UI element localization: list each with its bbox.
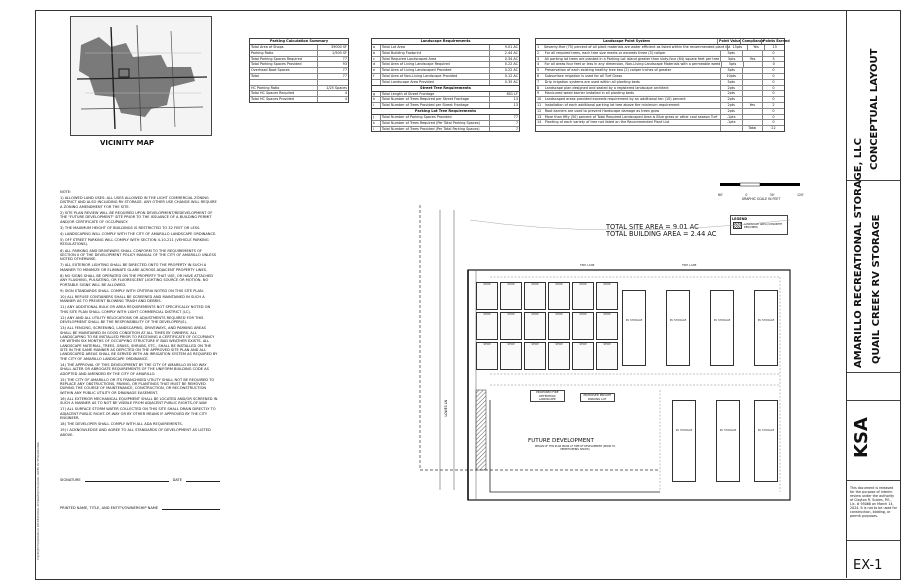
point-item-compliance: Total	[742, 126, 762, 131]
point-item-description: Installation of each additional parking lot tree above the minimum requirement	[544, 102, 680, 107]
requirement-label: Total Area of Living Landscaped Provided	[380, 68, 489, 73]
requirement-value: 13	[489, 97, 519, 102]
table-row	[250, 97, 348, 102]
road-label: LOWES LN	[444, 400, 448, 417]
point-item-description: Subsurface irrigation is used for all Turf Grass	[544, 73, 623, 78]
parking-item-label: Total Parking Spaces Required	[251, 56, 302, 61]
parking-item-label	[250, 80, 317, 85]
point-item-value	[720, 126, 742, 131]
requirement-label: Total Number of Parking Spaces Provided	[380, 115, 489, 120]
graphic-scale	[718, 174, 808, 201]
rv-storage-building: RV STORAGE	[672, 400, 696, 482]
point-item-compliance	[743, 62, 763, 67]
point-item-description: For all areas four feet or less in any dimension, Non-Living Landscape Materials with a permeable weed	[544, 62, 721, 67]
shop-building: SHOP	[476, 282, 498, 310]
parking-lot-tree-title: Parking Lot Tree Requirements	[372, 108, 519, 115]
point-item-value: 5pts	[720, 51, 742, 56]
parking-item-label: Parking Ratio	[251, 50, 274, 55]
parking-item-value: 1/500 SF	[317, 51, 348, 56]
point-item-compliance	[742, 86, 762, 91]
table-row	[372, 80, 519, 85]
requirement-key: j	[373, 114, 374, 119]
parking-summary-title: Parking Calculation Summary	[250, 39, 348, 45]
requirement-key: a	[373, 45, 376, 49]
shop-building: SHOP	[572, 312, 594, 340]
requirement-key: b	[373, 50, 376, 55]
requirement-value: 9.01 AC	[489, 45, 519, 50]
point-item-value: 2pts	[720, 109, 742, 114]
point-item-earned: 0	[762, 80, 784, 85]
note-item: 1) ALLOWED LAND USES: ALL USES ALLOWED IN THE LIGHT COMMERCIAL ZONING DISTRICT AND ALSO INCLUDING RV STORAGE. ANY OTHER USE CHANGE WILL REQUIRE A ZONING AMENDMENT FOR THE SITE.	[60, 196, 217, 209]
note-item: 17) ALL SURFACE STORM WATER COLLECTED ON THIS SITE SHALL DRAIN DIRECTLY TO ADJACENT PUBLIC RIGHT-OF-WAY OR BY OTHER MEANS IF APPROVED BY THE CITY ENGINEER.	[60, 407, 216, 421]
point-item-number: 12	[537, 108, 542, 113]
rv-storage-building: RV STORAGE	[710, 290, 734, 366]
signature-block	[60, 478, 220, 510]
requirement-value: 0.22 AC	[489, 68, 519, 73]
parking-item-label: Total HC Spaces Provided	[251, 97, 294, 102]
note-item: 9) SIGN STANDARDS SHALL COMPLY WITH CRITERIA NOTED ON THIS SITE PLAN.	[60, 288, 204, 293]
table-row	[372, 103, 519, 108]
point-item-value: 5pts	[720, 68, 742, 73]
printed-name-line[interactable]	[162, 509, 220, 510]
point-item-description: Planting of each variety of tree not listed on the Recommended Plant List	[544, 120, 670, 125]
point-item-number: 14	[537, 120, 542, 125]
point-item-compliance	[742, 51, 762, 56]
point-item-value: 2pts	[720, 86, 742, 91]
future-development-area	[500, 400, 650, 480]
requirement-label: Total Area of Living Landscape Required	[380, 62, 489, 67]
parking-item-value: 4	[317, 91, 348, 96]
parking-item-value: 77	[317, 68, 348, 73]
requirement-value: 13	[489, 103, 519, 108]
point-item-compliance	[742, 97, 762, 102]
parking-item-value	[317, 80, 348, 85]
note-item: 16) ALL EXTERIOR MECHANICAL EQUIPMENT SHALL BE LOCATED AND/OR SCREENED IN SUCH A MANNER AS TO NOT BE VISIBLE FROM ADJACENT PUBLIC RIGHTS-OF-WAY.	[60, 396, 218, 406]
requirement-label: Total Landscape Area Provided	[380, 80, 489, 85]
review-disclaimer: This document is released for the purpose of interim review under the authority of Clayton R. Scales, P.E., Lic. # 95068 on March 14, 2024. It is not to be used for construction, bidding, or permit purposes.	[850, 486, 897, 518]
note-item: 6) ALL PARKING AND DRIVEWAYS SHALL CONFORM TO THE REQUIREMENTS OF SECTION II OF THE DEVELOPMENT POLICY MANUAL OF THE CITY OF AMARILLO UNLESS NOTED OTHERWISE.	[60, 248, 217, 262]
point-item-description: Root barriers are used to prevent Hardscape damage as trees grow	[544, 108, 660, 113]
point-item-number: 5	[537, 68, 540, 73]
point-item-description: Preservation of each existing healthy tree two (2) caliper inches of greater	[544, 68, 672, 73]
shop-building: SHOP	[500, 342, 522, 370]
rv-storage-building: RV STORAGE	[666, 290, 690, 366]
point-item-number: 4	[537, 62, 540, 67]
scale-tick-3: 30'	[769, 193, 775, 197]
future-development-label: FUTURE DEVELOPMENT	[528, 438, 594, 444]
requirement-value: 0.34 AC	[489, 57, 519, 62]
rv-storage-building: RV STORAGE	[754, 290, 778, 366]
parking-item-value: 93	[317, 62, 348, 67]
note-item: 8) NO SIGNS SHALL BE OPERATED ON THE PROPERTY THAT USE, OR HAVE ATTACHED ANY FLASHING, PULSATING, OR FLUORESCENT LIGHTING SOURCE OR MOTION. NO PORTABLE SIGNS WILL BE ALLOWED.	[60, 273, 214, 287]
site-area-text: TOTAL SITE AREA = 9.01 AC	[606, 223, 699, 231]
requirement-value: 0.35 AC	[489, 80, 519, 85]
title-block	[846, 10, 900, 578]
requirement-key: f	[373, 73, 375, 78]
shop-building: SHOP	[596, 282, 618, 310]
signature-label: SIGNATURE	[60, 478, 81, 482]
requirement-label: Total Number of Trees Provided (Per Total Parking Spaces)	[380, 127, 489, 132]
scale-tick-2: 0	[745, 193, 748, 197]
point-item-earned: 0	[762, 115, 784, 120]
shop-building: SHOP	[572, 342, 594, 370]
project-subtitle: QUAIL CREEK RV STORAGE	[871, 214, 882, 364]
shop-building: SHOP	[524, 312, 546, 340]
point-item-compliance	[742, 115, 762, 120]
point-item-earned: 22	[762, 126, 784, 131]
requirement-key	[372, 80, 380, 85]
legend-title: LEGEND	[732, 217, 748, 221]
point-item-earned: 0	[762, 74, 784, 79]
point-item-earned: 0	[762, 86, 784, 91]
rv-storage-building: RV STORAGE	[754, 400, 778, 482]
requirement-key: g	[373, 91, 376, 96]
parking-item-value: 1/25 Spaces	[317, 86, 348, 91]
scale-tick-4: 120'	[797, 193, 804, 197]
proposed-lot-label: PROPOSED PRIVATE PARKING LOT	[580, 393, 615, 402]
point-system-title: Landscape Point System	[603, 39, 650, 43]
note-item: 4) LANDSCAPING WILL COMPLY WITH THE CITY OF AMARILLO LANDSCAPE ORDINANCE.	[60, 231, 217, 236]
point-item-value: 2pts	[720, 103, 742, 108]
shop-building: SHOP	[596, 342, 618, 370]
notes-heading: NOTE:	[60, 190, 72, 194]
point-item-compliance	[742, 109, 762, 114]
file-path-stamp: P:\\PROJECTS\\AMARILLO RECREATIONAL STORAGE\\CIVIL\\QUAIL CREEK RV STORAGE.DWG	[37, 441, 40, 560]
point-item-description: Seventy-five (75) percent of all plant materials are water efficient as listed within the recommended plant list	[543, 45, 731, 49]
parking-item-label: Total	[251, 73, 259, 78]
note-item: 7) ALL EXTERIOR LIGHTING SHALL BE DIRECTED ONTO THE PROPERTY IN SUCH A MANNER TO MINIMIZE OR ELIMINATE GLARE ACROSS ADJACENT PROPERTY LINES.	[60, 263, 208, 272]
shop-building: SHOP	[572, 282, 594, 310]
table-row	[372, 127, 519, 132]
point-item-earned: 0	[762, 97, 784, 102]
point-item-number: 9	[537, 91, 540, 96]
shop-building: SHOP	[500, 282, 522, 310]
note-item: 12) ANY AND ALL UTILITY RELOCATIONS OR ADJUSTMENTS REQUIRED FOR THIS DEVELOPMENT SHALL BE THE RESPONSIBILITY OF THE DEVELOPER(S).	[60, 315, 204, 325]
firm-logo: KSA	[851, 417, 872, 458]
requirement-label: Total Number of Trees Provided per Street Frontage	[380, 103, 489, 108]
shop-building: SHOP	[476, 312, 498, 340]
requirement-value: 0.22 AC	[489, 62, 519, 67]
note-item: 15) THE CITY OF AMARILLO OR ITS FRANCHISED UTILITY SHALL NOT BE REQUIRED TO REPLACE ANY OBSTRUCTIONS, PAVING, OR PLANTINGS THAT MUST BE REMOVED DURING THE COURSE OF MAINTENANCE, CONSTRUCTION, OR RECONSTRUCTION WITHIN ANY PUBLIC UTILITY OR DRAINAGE EASEMENT.	[60, 377, 215, 395]
parking-item-label: Total HC Spaces Required	[251, 91, 295, 96]
requirement-key: c	[373, 56, 375, 61]
scale-tick-1: 60'	[718, 193, 723, 197]
point-item-value: 10pts	[720, 74, 742, 79]
rv-storage-building: RV STORAGE	[622, 290, 646, 366]
parking-item-label: HC Parking Ratio	[251, 85, 280, 90]
point-item-number: 11	[537, 102, 542, 107]
requirement-label: Total Building Footprint	[380, 51, 489, 56]
requirement-value: 0.12 AC	[489, 74, 519, 79]
point-item-value: 5pts	[720, 57, 742, 62]
point-item-description: All parking lot trees are planted in a Parking Lot island greater than sixty-four (64) square feet per tree	[544, 56, 720, 61]
point-item-compliance: Yes	[742, 103, 762, 108]
parking-item-label: Total Parking Spaces Provided	[251, 62, 302, 67]
point-item-compliance	[742, 120, 762, 125]
point-item-value: 2pts	[720, 91, 742, 96]
detention-label: PROPOSED FIRE DETENTION LANDSCAPE	[530, 390, 565, 402]
parking-item-label: Total Area of Shops	[251, 45, 284, 49]
point-item-value: 5pts	[720, 80, 742, 85]
parking-item-value: 39000 SF	[317, 45, 348, 50]
point-item-compliance: Yes	[747, 45, 765, 50]
point-item-number: 2	[537, 50, 540, 55]
requirement-value: 7	[489, 127, 519, 132]
fire-lane-label-2: FIRE LANE	[682, 263, 697, 267]
note-item: 11) ANY ADDITIONAL BULK OR AREA REQUIREMENTS NOT SPECIFICALLY NOTED ON THIS SITE PLAN SHALL COMPLY WITH LIGHT COMMERCIAL DISTRICT (LC).	[60, 305, 211, 314]
vicinity-map-graphic	[71, 17, 211, 135]
vicinity-map	[70, 16, 212, 136]
col-compliance: Compliance	[742, 39, 765, 43]
point-item-number	[536, 126, 544, 131]
sheet-number: EX-1	[853, 558, 883, 573]
rv-storage-building: RV STORAGE	[716, 400, 740, 482]
requirement-value: 2.44 AC	[489, 51, 519, 56]
requirement-key: h	[373, 97, 376, 102]
site-plan	[410, 200, 830, 570]
point-item-number: 7	[537, 79, 540, 84]
point-item-value: -1pts	[720, 120, 742, 125]
shop-building: SHOP	[548, 342, 570, 370]
shop-building: SHOP	[548, 282, 570, 310]
requirement-value: 77	[489, 115, 519, 120]
point-item-number: 13	[537, 114, 542, 119]
landscape-requirements-title: Landscape Requirements	[372, 39, 519, 45]
parking-item-label: Overhead Boat Spaces	[251, 68, 290, 73]
street-tree-title: Street Tree Requirements	[372, 85, 519, 92]
point-item-number: 8	[537, 85, 540, 90]
note-item: 5) OFF STREET PARKING WILL COMPLY WITH SECTION 4-10-211 (VEHICLE PARKING REGULATIONS).	[60, 238, 209, 247]
sheet-title: CONCEPTUAL LAYOUT	[869, 48, 880, 170]
point-item-earned: 0	[762, 68, 784, 73]
point-item-description: More than fifty (50) percent of Total Required Landscaped Area is Blue grass or other cool season Turf	[544, 114, 718, 119]
parking-item-value: 77	[317, 57, 348, 62]
point-item-description: Drip irrigation systems are used within all planting beds	[544, 79, 640, 84]
building-area-text: TOTAL BUILDING AREA = 2.44 AC	[606, 230, 717, 238]
point-item-description: For all required trees, each tree size meets or exceeds three (3) caliper	[544, 50, 666, 55]
note-item: 14) THE APPROVAL OF THIS DEVELOPMENT BY THE CITY OF AMARILLO IN NO WAY SHALL ALTER OR ABROGATE REQUIREMENTS OF THE UNIFORM BUILDING CODE AS ADOPTED AND AMENDED BY THE CITY OF AMARILLO.	[60, 362, 209, 376]
point-item-number: 6	[537, 73, 540, 78]
point-item-number: 10	[537, 97, 542, 102]
table-row	[536, 126, 784, 131]
parking-summary-table	[249, 38, 349, 103]
requirement-label: Total Required Landscaped Area	[380, 57, 489, 62]
date-label: DATE	[172, 478, 182, 482]
point-item-earned: 0	[762, 62, 784, 67]
fire-lane-label: FIRE LANE	[580, 263, 595, 267]
general-notes	[60, 190, 218, 439]
parking-item-value: 77	[317, 74, 348, 79]
requirement-key: l	[373, 126, 374, 131]
requirement-value: 801 LF	[489, 92, 519, 97]
requirement-label: Total Number of Trees Required per Street Frontage	[380, 97, 489, 102]
point-item-description	[544, 126, 720, 131]
point-item-value: 5pts	[721, 62, 743, 67]
point-item-compliance	[742, 91, 762, 96]
printed-name-label: PRINTED NAME, TITLE, AND ENTITY/OWNERSHIP NAME	[60, 506, 159, 510]
landscape-requirements-table	[371, 38, 520, 132]
requirement-key: e	[373, 68, 376, 73]
point-item-compliance	[742, 68, 762, 73]
project-name: AMARILLO RECREATIONAL STORAGE, LLC	[853, 138, 864, 368]
requirement-key: d	[373, 62, 376, 67]
note-item: 19) I ACKNOWLEDGE AND AGREE TO ALL STANDARDS OF DEVELOPMENT AS LISTED ABOVE.	[60, 428, 211, 437]
point-item-description: Landscape plan designed and sealed by a registered landscape architect	[544, 85, 669, 90]
signature-line[interactable]	[85, 481, 169, 482]
shop-building: SHOP	[596, 312, 618, 340]
point-item-value: 2pts	[720, 97, 742, 102]
site-linework	[410, 200, 830, 570]
shop-building: SHOP	[548, 312, 570, 340]
requirement-key: k	[373, 120, 375, 125]
point-item-description: Manicured weed barrier installed in all planting beds	[544, 91, 634, 96]
point-item-earned: 0	[762, 51, 784, 56]
requirement-key: i	[373, 103, 374, 108]
point-item-compliance	[742, 74, 762, 79]
note-item: 3) THE MAXIMUM HEIGHT OF BUILDINGS IS RESTRICTED TO 32 FEET OR LESS.	[60, 225, 201, 230]
date-line[interactable]	[186, 481, 220, 482]
requirement-label: Total Area of Non-Living Landscape Provided	[380, 74, 489, 79]
point-item-earned: 0	[762, 109, 784, 114]
landscape-point-system-table	[535, 38, 790, 132]
point-item-value: -1pts	[720, 115, 742, 120]
point-item-number: 1	[537, 45, 540, 49]
point-item-earned: 0	[762, 91, 784, 96]
parking-item-value: 4	[317, 97, 348, 102]
point-item-earned: 15	[764, 45, 784, 50]
legend-item-label: LANDSCAPE AREA (CONCRETE REQUIRED)	[743, 222, 783, 229]
requirement-label: Total Length of Street Frontage	[380, 92, 489, 97]
shop-building: SHOP	[524, 342, 546, 370]
vicinity-map-title: VICINITY MAP	[100, 139, 155, 147]
note-item: 10) ALL REFUSE CONTAINERS SHALL BE SCREENED AND MAINTAINED IN SUCH A MANNER AS TO PREVENT BLOWING TRASH AND DEBRIS.	[60, 294, 205, 304]
point-item-value: 15pts	[727, 45, 747, 50]
point-item-number: 3	[537, 56, 540, 61]
point-item-earned: 0	[762, 120, 784, 125]
point-item-earned: 5	[762, 57, 784, 62]
shop-building: SHOP	[524, 282, 546, 310]
point-item-earned: 2	[762, 103, 784, 108]
note-item: 2) SITE PLAN REVIEW WILL BE REQUIRED UPON DEVELOPMENT/REDEVELOPMENT OF THE "FUTURE DEVELOPMENT" SITE PRIOR TO THE ISSUANCE OF A BUILDING PERMIT AND/OR CERTIFICATE OF OCCUPANCY.	[60, 210, 213, 224]
point-item-compliance: Yes	[742, 57, 762, 62]
requirement-label: Total Lot Area	[380, 45, 489, 50]
note-item: 18) THE DEVELOPER SHALL COMPLY WITH ALL ADA REQUIREMENTS.	[60, 422, 183, 427]
shop-building: SHOP	[500, 312, 522, 340]
future-development-note: DESIGN OF THIS PLAN PRIOR AT TIME OF DEVELOPMENT (PRIOR TO PERMITS BEING ISSUED)	[534, 445, 616, 451]
col-point-value: Point Value	[719, 39, 741, 43]
shop-building: SHOP	[476, 342, 498, 370]
col-points-earned: Points Earned	[763, 39, 790, 43]
requirement-label: Total Number of Trees Required (Per Total Parking Spaces)	[380, 121, 489, 126]
point-item-compliance	[742, 80, 762, 85]
scale-bar	[718, 180, 808, 189]
note-item: 13) ALL FENCING, SCREENING, LANDSCAPING, DRIVEWAYS, AND PARKING AREAS SHALL BE MAINTAINED IN GOOD CONDITION AT ALL TIMES BY OWNERS. ALL LANDSCAPING TO BE INSTALLED PRIOR TO RECEIVING A CERTIFICATE OF OCCUPANCY OR WITHIN SIX MONTHS OF OCCUPYING STRUCTURE IF BAD WEATHER EXISTS. ALL LANDSCAPE MATERIAL, TREES, GRASS, SHRUBS, ETC., SHALL BE INSTALLED ON THE SITE IN THE SAME MANNER AS DEPICTED ON THE APPROVED SITE PLAN AND ALL LANDSCAPED AREAS SHALL BE SERVED WITH AN IRRIGATION SYSTEM AS REQUIRED BY THE CITY OF AMARILLO LANDSCAPE ORDINANCE.	[60, 326, 218, 361]
requirement-value: 7	[489, 121, 519, 126]
point-item-description: Landscaped areas provided exceeds requirement by an additional ten (10) percent	[544, 97, 686, 102]
scale-label: GRAPHIC SCALE IN FEET	[741, 197, 781, 201]
